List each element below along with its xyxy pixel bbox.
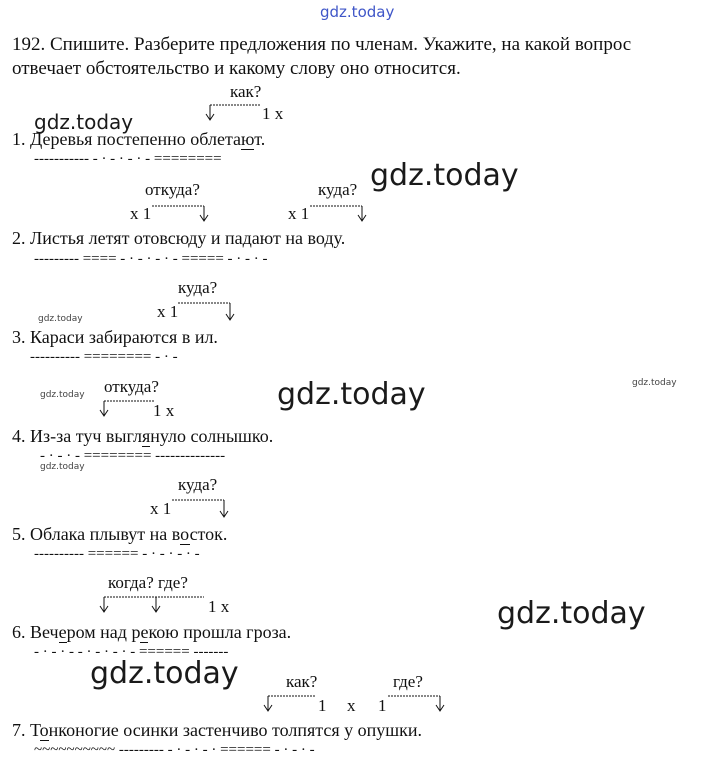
question-label: куда? (178, 475, 218, 494)
link-label: x 1 (288, 204, 310, 223)
sentence-6: 6. Вечером над рекою прошла гроза. (12, 622, 292, 642)
link-label: 1 (378, 696, 387, 715)
question-link-arrow (384, 692, 454, 716)
sentence-1: 1. Деревья постепенно облетают. (12, 129, 266, 149)
vowel-mark: ю (241, 129, 255, 149)
watermark: gdz.today (34, 110, 134, 134)
underline-marks: - · - · - ======== -------------- (40, 448, 226, 464)
watermark: gdz.today (370, 158, 519, 193)
link-label: 1 x (208, 597, 230, 616)
question-link-arrow (308, 200, 368, 224)
vowel-mark: о (39, 720, 49, 740)
watermark: gdz.today (38, 314, 83, 324)
vowel-mark: е (140, 622, 149, 642)
link-label: x 1 (150, 499, 172, 518)
watermark: gdz.today (40, 390, 85, 400)
underline-marks: ---------- ======== - · - (30, 349, 178, 365)
question-link-arrow (200, 101, 270, 123)
sentence-3: 3. Караси забираются в ил. (12, 327, 218, 347)
sentence-4: 4. Из-за туч выглянуло солнышко. (12, 426, 274, 446)
sentence-2: 2. Листья летят отовсюду и падают на воду. (12, 228, 346, 248)
question-label: откуда? (104, 377, 159, 396)
question-label: откуда? (145, 180, 200, 199)
link-label: x (347, 696, 356, 715)
question-label: куда? (178, 278, 218, 297)
watermark-top: gdz.today (320, 3, 395, 21)
question-label: как? (286, 672, 318, 691)
underline-marks: ~~~~~~~~~~ --------- - · - · - · ====== - · - · - (34, 742, 315, 758)
sentence-7: 7. Тонконогие осинки застенчиво толпятся у опушки. (12, 720, 422, 740)
question-link-arrow (94, 593, 214, 617)
question-label: когда? где? (108, 573, 188, 592)
underline-marks: - · - · - - · - · - · - ====== ------- (34, 644, 229, 660)
question-label: где? (393, 672, 423, 691)
sentence-5: 5. Облака плывут на восток. (12, 524, 228, 544)
question-link-arrow (170, 494, 230, 520)
vowel-mark: я (141, 426, 151, 446)
link-label: 1 (318, 696, 327, 715)
link-label: x 1 (130, 204, 152, 223)
link-label: 1 x (153, 401, 175, 420)
task-line-1: 192. Спишите. Разберите предложения по членам. Укажите, на какой вопрос (12, 34, 632, 55)
link-label: x 1 (157, 302, 179, 321)
task-line-2: отвечает обстоятельство и какому слову оно относится. (12, 58, 461, 79)
underline-marks: --------- ==== - · - · - · - ===== - · - · - (34, 251, 268, 267)
watermark: gdz.today (40, 462, 85, 472)
watermark: gdz.today (277, 377, 426, 412)
underline-marks: ----------- - · - · - · - ======== (34, 151, 222, 167)
question-label: как? (230, 82, 262, 101)
vowel-mark: е (58, 622, 67, 642)
question-link-arrow (176, 297, 236, 323)
question-link-arrow (150, 200, 210, 224)
watermark: gdz.today (90, 656, 239, 691)
underline-marks: ---------- ====== - · - · - · - (34, 546, 200, 562)
watermark: gdz.today (632, 378, 677, 388)
question-label: куда? (318, 180, 358, 199)
link-label: 1 x (262, 104, 284, 123)
watermark: gdz.today (497, 596, 646, 631)
vowel-mark: о (180, 524, 190, 544)
